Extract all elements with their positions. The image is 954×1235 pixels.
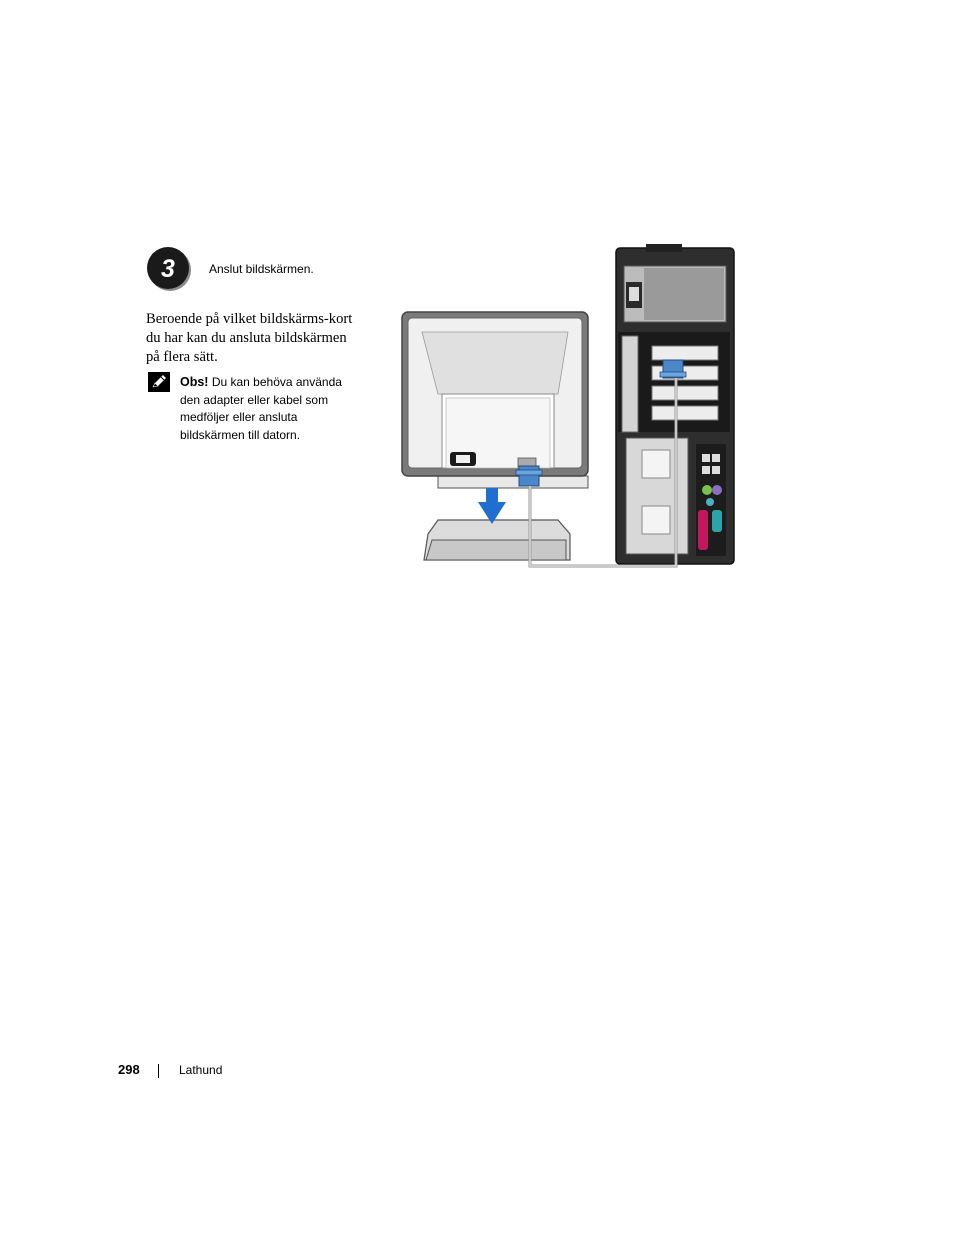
monitor-connection-illustration <box>398 244 743 574</box>
note-block <box>180 374 360 444</box>
footer-section-title: Lathund <box>179 1063 223 1077</box>
step-caption: Anslut bildskärmen. <box>209 262 314 276</box>
note-label: Obs! <box>180 375 209 389</box>
footer-separator <box>158 1064 159 1078</box>
pencil-note-icon <box>148 372 170 392</box>
note-text: Du kan behöva använda den adapter eller kabel som medföljer eller ansluta bildskärmen till datorn. <box>180 375 342 442</box>
page-number: 298 <box>118 1062 140 1077</box>
monitor-stand <box>424 476 588 560</box>
intro-paragraph: Beroende på vilket bildskärms-kort du har kan du ansluta bildskärmen på flera sätt. <box>146 311 353 365</box>
down-arrow-icon <box>478 488 506 524</box>
svg-text:3: 3 <box>161 255 175 283</box>
step-number-badge <box>146 246 192 292</box>
monitor-rear <box>402 312 588 486</box>
